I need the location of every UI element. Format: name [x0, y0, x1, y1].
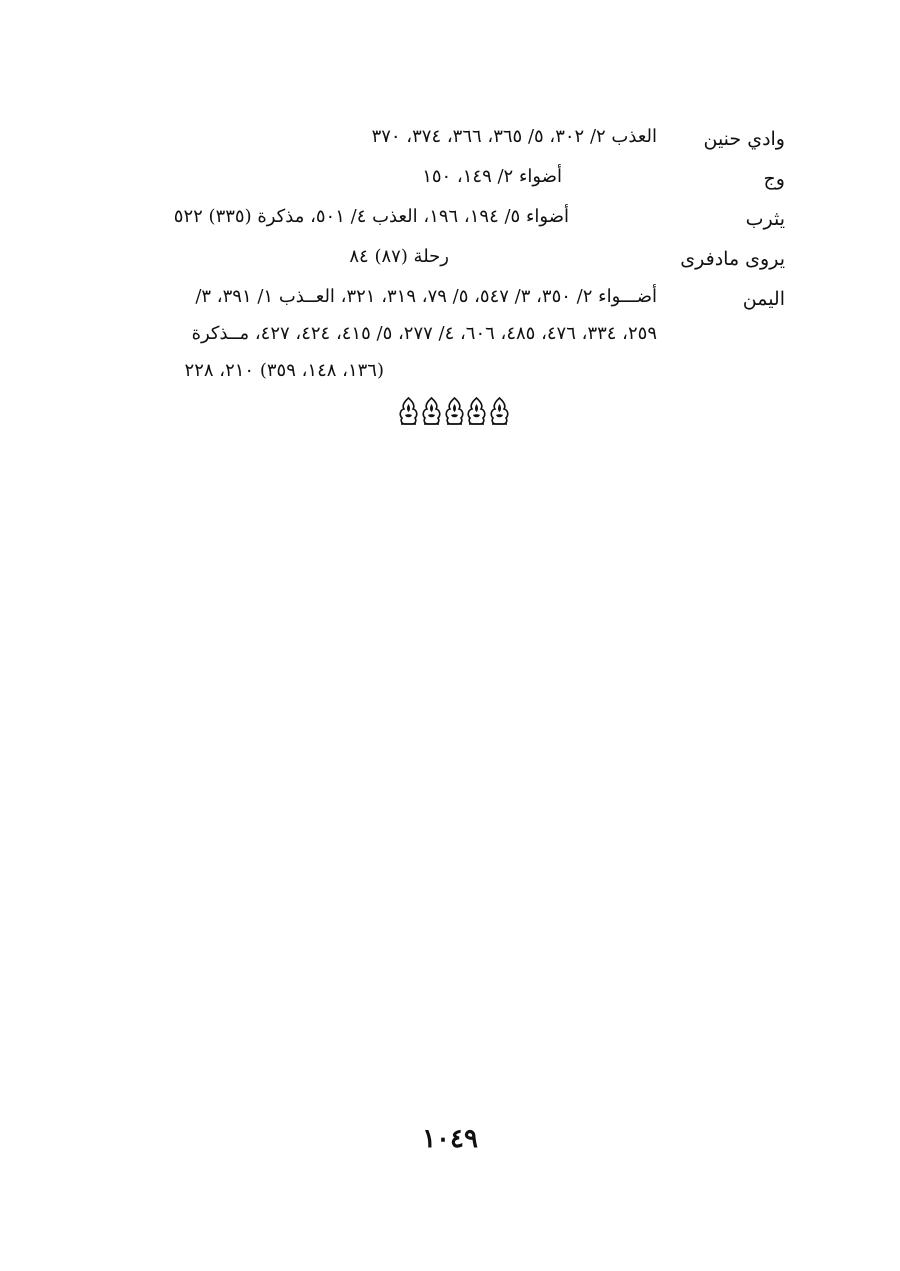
place-name: يروى مادفرى: [680, 248, 785, 270]
references: [120, 198, 657, 235]
references: [120, 118, 657, 155]
references: [120, 278, 657, 389]
reference-line: ٢٥٩، ٣٣٤، ٤٧٦، ٤٨٥، ٦٠٦، ٤/ ٢٧٧، ٥/ ٤١٥، ٤٢٤، ٤٢٧، مــذكرة: [191, 323, 657, 344]
place-name: اليمن: [742, 288, 785, 310]
arabesque-ornament-icon: [489, 396, 510, 426]
page-number: ١٠٤٩: [422, 1124, 478, 1154]
place-name: يثرب: [745, 208, 785, 230]
place-index: [120, 118, 785, 389]
index-entry: [120, 278, 785, 389]
index-entry: [120, 118, 785, 158]
arabesque-ornament-icon: [466, 396, 487, 426]
reference-line: رحلة (٨٧) ٨٤: [349, 246, 449, 267]
section-end-ornament: [398, 396, 510, 426]
place-name: وج: [763, 168, 785, 190]
arabesque-ornament-icon: [421, 396, 442, 426]
reference-line: أضـــواء ٢/ ٣٥٠، ٣/ ٥٤٧، ٥/ ٧٩، ٣١٩، ٣٢١، العــذب ١/ ٣٩١، ٣/: [195, 286, 657, 307]
reference-line: أضواء ٢/ ١٤٩، ١٥٠: [422, 166, 562, 187]
reference-line: (١٣٦، ١٤٨، ٣٥٩) ٢١٠، ٢٢٨: [184, 360, 384, 381]
references: [120, 158, 657, 195]
arabesque-ornament-icon: [444, 396, 465, 426]
index-entry: [120, 198, 785, 238]
reference-line: العذب ٢/ ٣٠٢، ٥/ ٣٦٥، ٣٦٦، ٣٧٤، ٣٧٠: [371, 126, 657, 147]
place-name: وادي حنين: [703, 128, 785, 150]
index-entry: [120, 158, 785, 198]
reference-line: أضواء ٥/ ١٩٤، ١٩٦، العذب ٤/ ٥٠١، مذكرة (٣٣٥) ٥٢٢: [173, 206, 569, 227]
references: [120, 238, 657, 275]
index-entry: [120, 238, 785, 278]
arabesque-ornament-icon: [398, 396, 419, 426]
